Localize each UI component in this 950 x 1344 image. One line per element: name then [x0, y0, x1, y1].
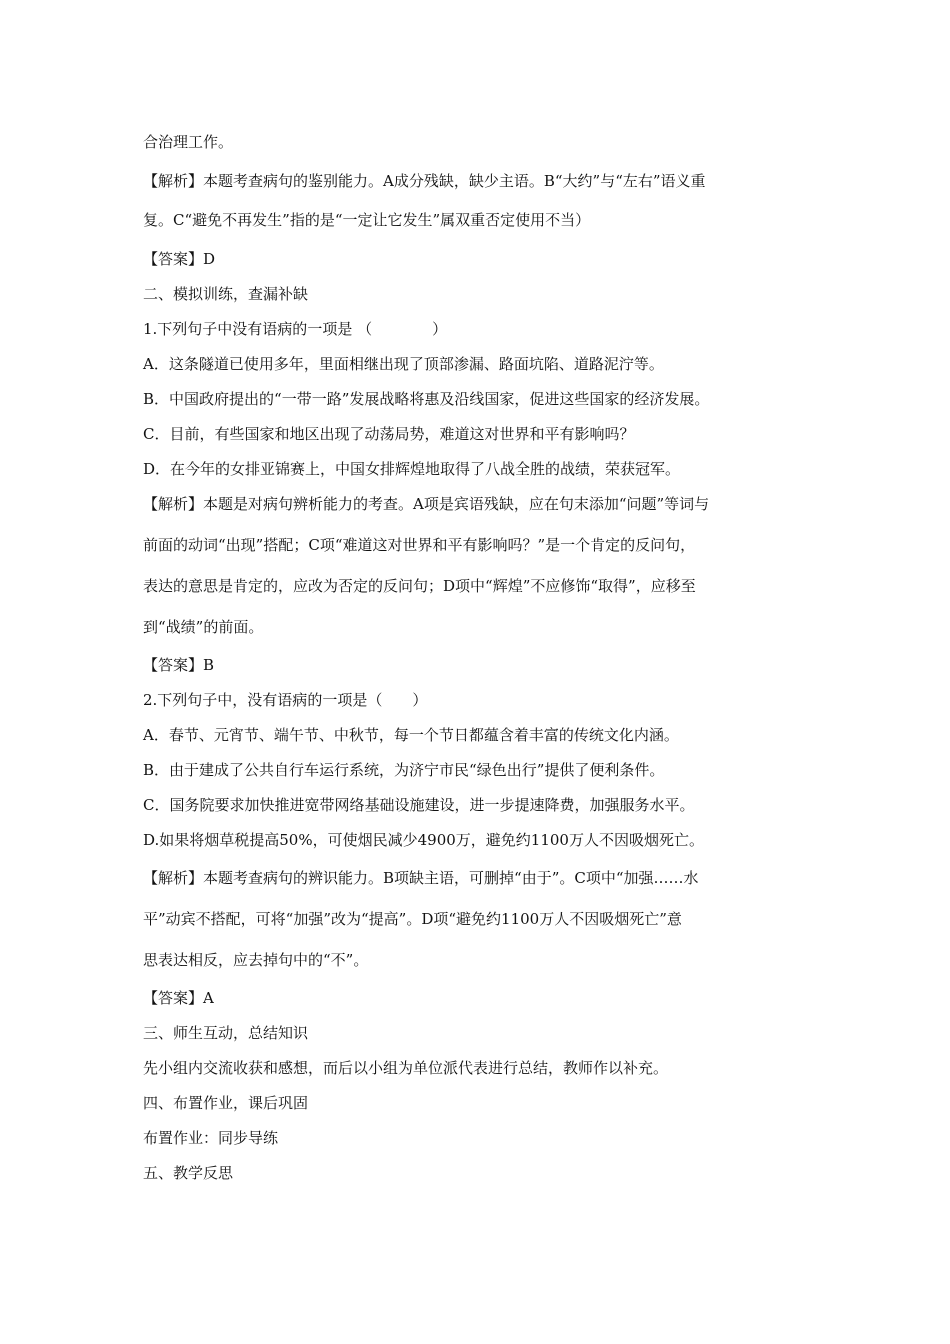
text-line: 平”动宾不搭配，可将“加强”改为“提高”。D项“避免约1100万人不因吸烟死亡”意	[143, 910, 682, 928]
analysis-line: 【解析】本题考查病句的辨识能力。B项缺主语，可删掉“由于”。C项中“加强……水	[143, 869, 699, 887]
text-line: 复。C“避免不再发生”指的是“一定让它发生”属双重否定使用不当）	[143, 211, 591, 229]
option-line: D．在今年的女排亚锦赛上，中国女排辉煌地取得了八战全胜的战绩，荣获冠军。	[143, 460, 681, 478]
option-line: C．目前，有些国家和地区出现了动荡局势，难道这对世界和平有影响吗？	[143, 425, 635, 443]
section-heading: 三、师生互动，总结知识	[143, 1024, 309, 1042]
text-line: 思表达相反，应去掉句中的“不”。	[143, 951, 369, 969]
document-body	[143, 128, 807, 1194]
answer-line: 【答案】B	[143, 656, 215, 674]
text-line: 前面的动词“出现”搭配；C项“难道这对世界和平有影响吗？”是一个肯定的反问句，	[143, 536, 696, 554]
option-line: C．国务院要求加快推进宽带网络基础设施建设，进一步提速降费，加强服务水平。	[143, 796, 695, 814]
analysis-line: 【解析】本题是对病句辨析能力的考查。A项是宾语残缺，应在句末添加“问题”等词与	[143, 495, 710, 513]
answer-line: 【答案】A	[143, 989, 214, 1007]
option-line: A．这条隧道已使用多年，里面相继出现了顶部渗漏、路面坑陷、道路泥泞等。	[143, 355, 664, 373]
question-line: 2.下列句子中，没有语病的一项是（ ）	[143, 691, 428, 709]
section-heading: 五、教学反思	[143, 1164, 234, 1182]
option-line: B．中国政府提出的“一带一路”发展战略将惠及沿线国家，促进这些国家的经济发展。	[143, 390, 710, 408]
text-line: 到“战绩”的前面。	[143, 618, 264, 636]
option-line: A．春节、元宵节、端午节、中秋节，每一个节日都蕴含着丰富的传统文化内涵。	[143, 726, 679, 744]
text-line: 布置作业：同步导练	[143, 1129, 279, 1147]
text-line: 合治理工作。	[143, 133, 234, 151]
section-heading: 四、布置作业，课后巩固	[143, 1094, 309, 1112]
section-heading: 二、模拟训练，查漏补缺	[143, 285, 309, 303]
analysis-line: 【解析】本题考查病句的鉴别能力。A成分残缺，缺少主语。B“大约”与“左右”语义重	[143, 172, 706, 190]
text-line: 表达的意思是肯定的，应改为否定的反问句；D项中“辉煌”不应修饰“取得”，应移至	[143, 577, 696, 595]
answer-line: 【答案】D	[143, 250, 216, 268]
text-line: 先小组内交流收获和感想，而后以小组为单位派代表进行总结，教师作以补充。	[143, 1059, 669, 1077]
option-line: B．由于建成了公共自行车运行系统，为济宁市民“绿色出行”提供了便利条件。	[143, 761, 665, 779]
option-line: D.如果将烟草税提高50%，可使烟民减少4900万，避免约1100万人不因吸烟死亡。	[143, 831, 704, 849]
question-line: 1.下列句子中没有语病的一项是 （ ）	[143, 320, 448, 338]
